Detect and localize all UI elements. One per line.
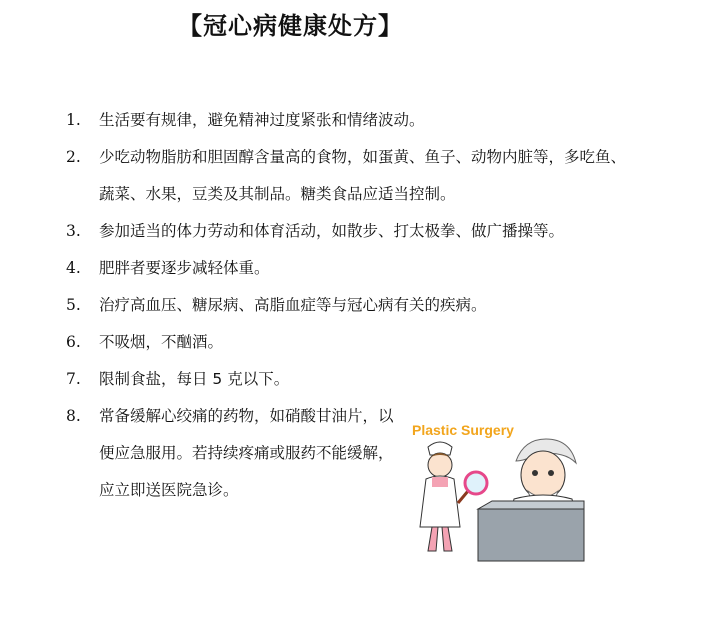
list-item [66,102,626,139]
illustration-caption: Plastic Surgery [412,422,514,438]
item-text: 限制食盐，每日 5 克以下。 [99,370,290,388]
item-text: 肥胖者要逐步减轻体重。 [99,259,270,277]
item-text: 参加适当的体力劳动和体育活动，如散步、打太极拳、做广播操等。 [99,222,565,240]
item-text: 常备缓解心绞痛的药物，如硝酸甘油片，以便应急服用。若持续疼痛或服药不能缓解，应立即送医院急诊。 [99,407,394,499]
desk [478,501,584,561]
item-number: 8. [66,407,81,425]
list-item [66,250,626,287]
nurse-figure [420,442,460,551]
item-number: 1. [66,111,81,129]
hand-mirror [458,472,487,503]
page-title: 【冠心病健康处方】 [178,12,403,40]
item-number: 7. [66,370,81,388]
item-text: 少吃动物脂肪和胆固醇含量高的食物，如蛋黄、鱼子、动物内脏等，多吃鱼、蔬菜、水果，豆类及其制品。糖类食品应适当控制。 [99,148,627,203]
plastic-surgery-illustration [408,413,586,565]
list-item [66,324,626,361]
list-item [66,361,626,398]
item-number: 2. [66,148,81,166]
item-number: 3. [66,222,81,240]
item-number: 5. [66,296,81,314]
item-number: 4. [66,259,81,277]
item-number: 6. [66,333,81,351]
item-text: 治疗高血压、糖尿病、高脂血症等与冠心病有关的疾病。 [99,296,487,314]
list-item [66,139,626,213]
item-text: 不吸烟，不酗酒。 [99,333,224,351]
list-item [66,213,626,250]
list-item [66,287,626,324]
item-text: 生活要有规律，避免精神过度紧张和情绪波动。 [99,111,425,129]
